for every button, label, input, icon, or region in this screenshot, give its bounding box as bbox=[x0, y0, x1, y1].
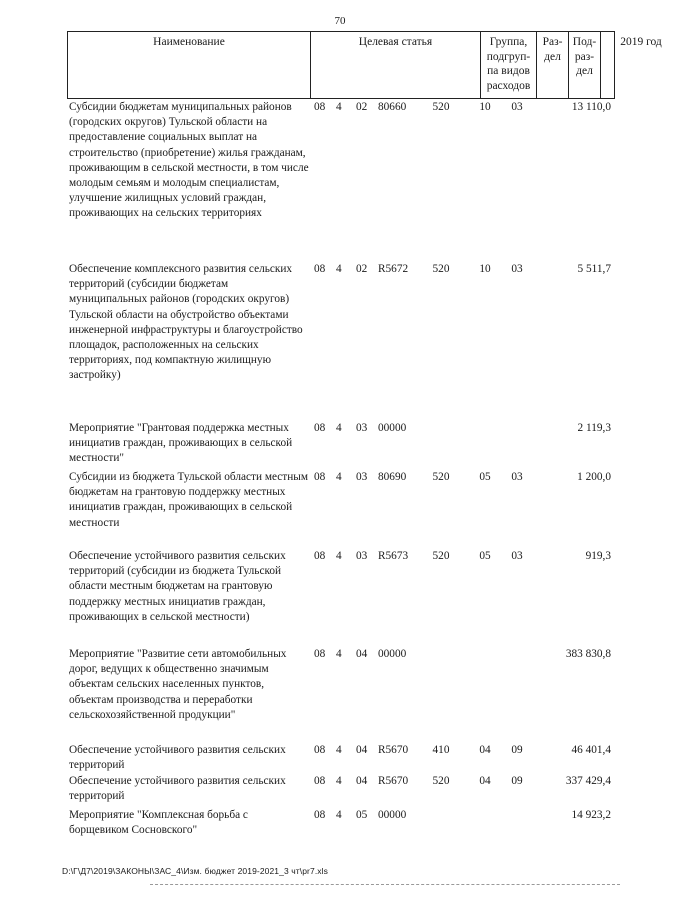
header-year: 2019 год bbox=[620, 36, 662, 48]
row-code-event: 03 bbox=[356, 471, 368, 483]
row-code-direction: R5670 bbox=[378, 775, 409, 787]
row-code-subprogram: 4 bbox=[336, 648, 342, 660]
row-code-program: 08 bbox=[314, 744, 326, 756]
row-code-event: 04 bbox=[356, 648, 368, 660]
row-code-direction: 80660 bbox=[378, 101, 407, 113]
row-code-direction: 80690 bbox=[378, 471, 407, 483]
row-name: Субсидии бюджетам муниципальных районов (городских округов) Тульской области на предоставление социальных выплат на строительство (приобретение) жилья гражданам, проживающим в сельской местности, в том числе молодым семьям и молодым специалистам, улучшение жилищных условий граждан, проживающих на сельских территориях bbox=[69, 101, 309, 220]
row-razdel: 10 bbox=[479, 263, 491, 275]
row-code-direction: 00000 bbox=[378, 648, 407, 660]
row-code-event: 02 bbox=[356, 101, 368, 113]
row-name: Обеспечение устойчивого развития сельских территорий bbox=[69, 744, 286, 772]
row-code-direction: R5672 bbox=[378, 263, 409, 275]
row-code-subprogram: 4 bbox=[336, 550, 342, 562]
row-code-subprogram: 4 bbox=[336, 422, 342, 434]
row-amount: 14 923,2 bbox=[571, 809, 611, 821]
row-name: Обеспечение устойчивого развития сельских территорий bbox=[69, 775, 286, 803]
row-code-program: 08 bbox=[314, 550, 326, 562]
row-code-program: 08 bbox=[314, 648, 326, 660]
row-podrazdel: 03 bbox=[511, 101, 523, 113]
row-razdel: 05 bbox=[479, 471, 491, 483]
row-amount: 1 200,0 bbox=[577, 471, 611, 483]
row-code-program: 08 bbox=[314, 422, 326, 434]
row-name: Обеспечение устойчивого развития сельских территорий (субсидии из бюджета Тульской области местным бюджетам на грантовую поддержку местных инициатив граждан, проживающих в сельской местности) bbox=[69, 550, 286, 623]
row-amount: 2 119,3 bbox=[577, 422, 611, 434]
header-target-article: Целевая статья bbox=[311, 32, 481, 98]
header-name: Наименование bbox=[68, 32, 311, 98]
row-amount: 383 830,8 bbox=[565, 648, 611, 660]
row-amount: 46 401,4 bbox=[571, 744, 611, 756]
row-code-subprogram: 4 bbox=[336, 809, 342, 821]
row-expense-group: 520 bbox=[432, 263, 450, 275]
row-code-subprogram: 4 bbox=[336, 263, 342, 275]
row-expense-group: 520 bbox=[432, 471, 450, 483]
header-expense-group: Группа, подгруп- па видов расходов bbox=[481, 32, 537, 98]
row-code-subprogram: 4 bbox=[336, 471, 342, 483]
row-code-subprogram: 4 bbox=[336, 744, 342, 756]
row-name: Мероприятие "Комплексная борьба с борщевиком Сосновского" bbox=[69, 809, 248, 837]
page-number: 70 bbox=[334, 15, 346, 27]
row-code-event: 05 bbox=[356, 809, 368, 821]
row-code-direction: R5670 bbox=[378, 744, 409, 756]
row-code-direction: R5673 bbox=[378, 550, 409, 562]
row-name: Обеспечение комплексного развития сельских территорий (субсидии бюджетам муниципальных районов (городских округов) Тульской области на обустройство объектами инженерной инфраструктуры и благоустройство площадок, расположенных на сельских территориях, под компактную жилищную застройку) bbox=[69, 263, 303, 382]
row-code-program: 08 bbox=[314, 809, 326, 821]
row-podrazdel: 03 bbox=[511, 550, 523, 562]
row-code-event: 04 bbox=[356, 775, 368, 787]
row-podrazdel: 09 bbox=[511, 744, 523, 756]
row-code-subprogram: 4 bbox=[336, 101, 342, 113]
header-podrazdel: Под- раз- дел bbox=[569, 32, 601, 98]
row-code-direction: 00000 bbox=[378, 809, 407, 821]
row-name: Мероприятие "Грантовая поддержка местных инициатив граждан, проживающих в сельской местности" bbox=[69, 422, 293, 465]
header-razdel: Раз- дел bbox=[537, 32, 569, 98]
row-amount: 13 110,0 bbox=[571, 101, 611, 113]
row-name: Мероприятие "Развитие сети автомобильных дорог, ведущих к общественно значимым объектам сельских населенных пунктов, объектам производства и переработки сельскохозяйственной продукции" bbox=[69, 648, 287, 721]
row-code-event: 02 bbox=[356, 263, 368, 275]
row-podrazdel: 03 bbox=[511, 471, 523, 483]
row-code-event: 03 bbox=[356, 422, 368, 434]
row-expense-group: 520 bbox=[432, 550, 450, 562]
row-podrazdel: 03 bbox=[511, 263, 523, 275]
row-razdel: 05 bbox=[479, 550, 491, 562]
row-razdel: 10 bbox=[479, 101, 491, 113]
row-name: Субсидии из бюджета Тульской области местным бюджетам на грантовую поддержку местных инициатив граждан, проживающих в сельской местности bbox=[69, 471, 308, 529]
row-razdel: 04 bbox=[479, 775, 491, 787]
row-code-event: 03 bbox=[356, 550, 368, 562]
row-amount: 337 429,4 bbox=[565, 775, 611, 787]
row-podrazdel: 09 bbox=[511, 775, 523, 787]
row-expense-group: 520 bbox=[432, 101, 450, 113]
table-header bbox=[67, 31, 662, 99]
file-path-footer: D:\Г\Д7\2019\ЗАКОНЫ\ЗАС_4\Изм. бюджет 2019-2021_3 чт\pr7.xls bbox=[62, 866, 328, 876]
row-code-program: 08 bbox=[314, 471, 326, 483]
row-razdel: 04 bbox=[479, 744, 491, 756]
row-code-program: 08 bbox=[314, 263, 326, 275]
footer-divider bbox=[150, 884, 620, 885]
row-expense-group: 410 bbox=[432, 744, 450, 756]
row-code-direction: 00000 bbox=[378, 422, 407, 434]
row-amount: 919,3 bbox=[585, 550, 611, 562]
row-code-program: 08 bbox=[314, 101, 326, 113]
row-code-program: 08 bbox=[314, 775, 326, 787]
row-amount: 5 511,7 bbox=[577, 263, 611, 275]
row-expense-group: 520 bbox=[432, 775, 450, 787]
row-code-event: 04 bbox=[356, 744, 368, 756]
row-code-subprogram: 4 bbox=[336, 775, 342, 787]
